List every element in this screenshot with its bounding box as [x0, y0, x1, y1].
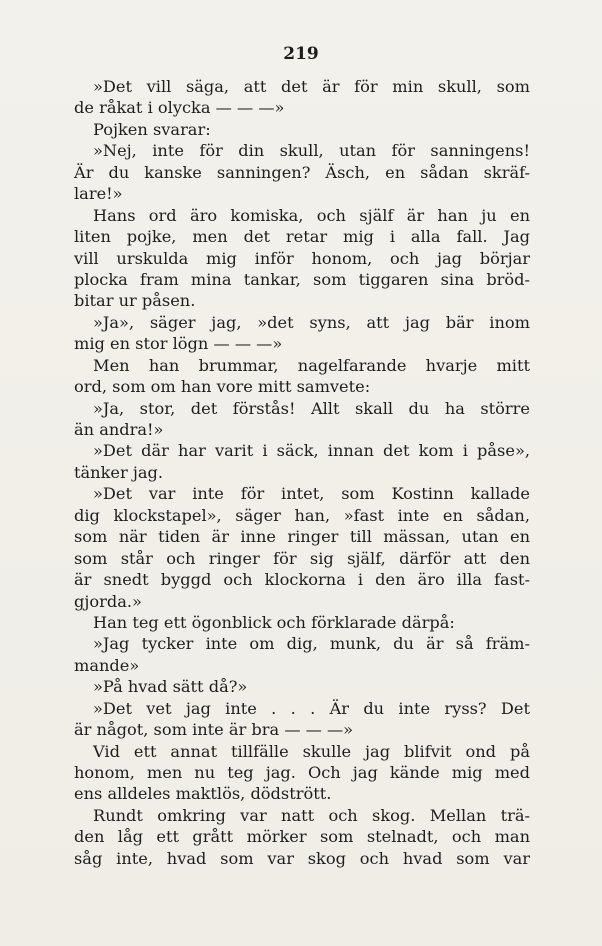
text-line: Men han brummar, nagelfarande hvarje mitt	[93, 355, 530, 375]
text-line: såg inte, hvad som var skog och hvad som var	[74, 848, 530, 868]
text-line: lare!»	[74, 184, 123, 204]
text-line: mig en stor lögn — — —»	[74, 334, 283, 354]
text-line: plocka fram mina tankar, som tiggaren sina bröd-	[74, 269, 530, 289]
text-line: Är du kanske sanningen? Äsch, en sådan skräf-	[74, 162, 530, 182]
text-line: är snedt byggd och klockorna i den äro illa fast-	[74, 570, 530, 590]
text-line: ens alldeles maktlös, dödstrött.	[74, 784, 332, 804]
text-line: är något, som inte är bra — — —»	[74, 720, 354, 740]
text-line: Rundt omkring var natt och skog. Mellan trä-	[93, 805, 530, 825]
text-line: som när tiden är inne ringer till mässan, utan en	[74, 527, 530, 547]
text-line: »På hvad sätt då?»	[93, 677, 248, 697]
text-line: som står och ringer för sig själf, därför att den	[74, 548, 530, 568]
text-line: de råkat i olycka — — —»	[74, 98, 285, 118]
page-number: 219	[283, 44, 319, 64]
text-line: »Ja, stor, det förstås! Allt skall du ha större	[93, 398, 530, 418]
text-line: »Det vill säga, att det är för min skull, som	[93, 77, 530, 96]
text-line: än andra!»	[74, 420, 164, 439]
text-line: liten pojke, men det retar mig i alla fall. Jag	[74, 227, 530, 247]
text-line: »Nej, inte för din skull, utan för sanningens!	[93, 141, 530, 161]
text-line: Hans ord äro komiska, och själf är han ju en	[93, 205, 530, 225]
text-line: mande»	[74, 655, 140, 675]
text-line: Pojken svarar:	[93, 119, 211, 139]
text-line: Han teg ett ögonblick och förklarade därpå:	[93, 612, 455, 632]
text-line: »Det där har varit i säck, innan det kom i påse»,	[93, 441, 530, 461]
text-line: den låg ett grått mörker som stelnadt, och man	[74, 827, 530, 847]
text-line: Vid ett annat tillfälle skulle jag blifvit ond på	[93, 741, 530, 761]
text-line: »Ja», säger jag, »det syns, att jag bär inom	[93, 312, 530, 332]
text-line: gjorda.»	[74, 591, 142, 611]
text-line: honom, men nu teg jag. Och jag kände mig med	[74, 763, 530, 782]
text-line: »Det vet jag inte . . . Är du inte ryss? Det	[93, 698, 530, 718]
text-line: »Jag tycker inte om dig, munk, du är så främ-	[93, 634, 530, 654]
text-line: vill urskulda mig inför honom, och jag börjar	[74, 248, 530, 268]
text-line: tänker jag.	[74, 462, 164, 482]
text-line: dig klockstapel», säger han, »fast inte en sådan,	[74, 505, 530, 525]
text-line: »Det var inte för intet, som Kostinn kallade	[93, 484, 530, 504]
body-text	[74, 76, 530, 869]
text-line: bitar ur påsen.	[74, 291, 196, 311]
text-line: ord, som om han vore mitt samvete:	[74, 377, 371, 397]
